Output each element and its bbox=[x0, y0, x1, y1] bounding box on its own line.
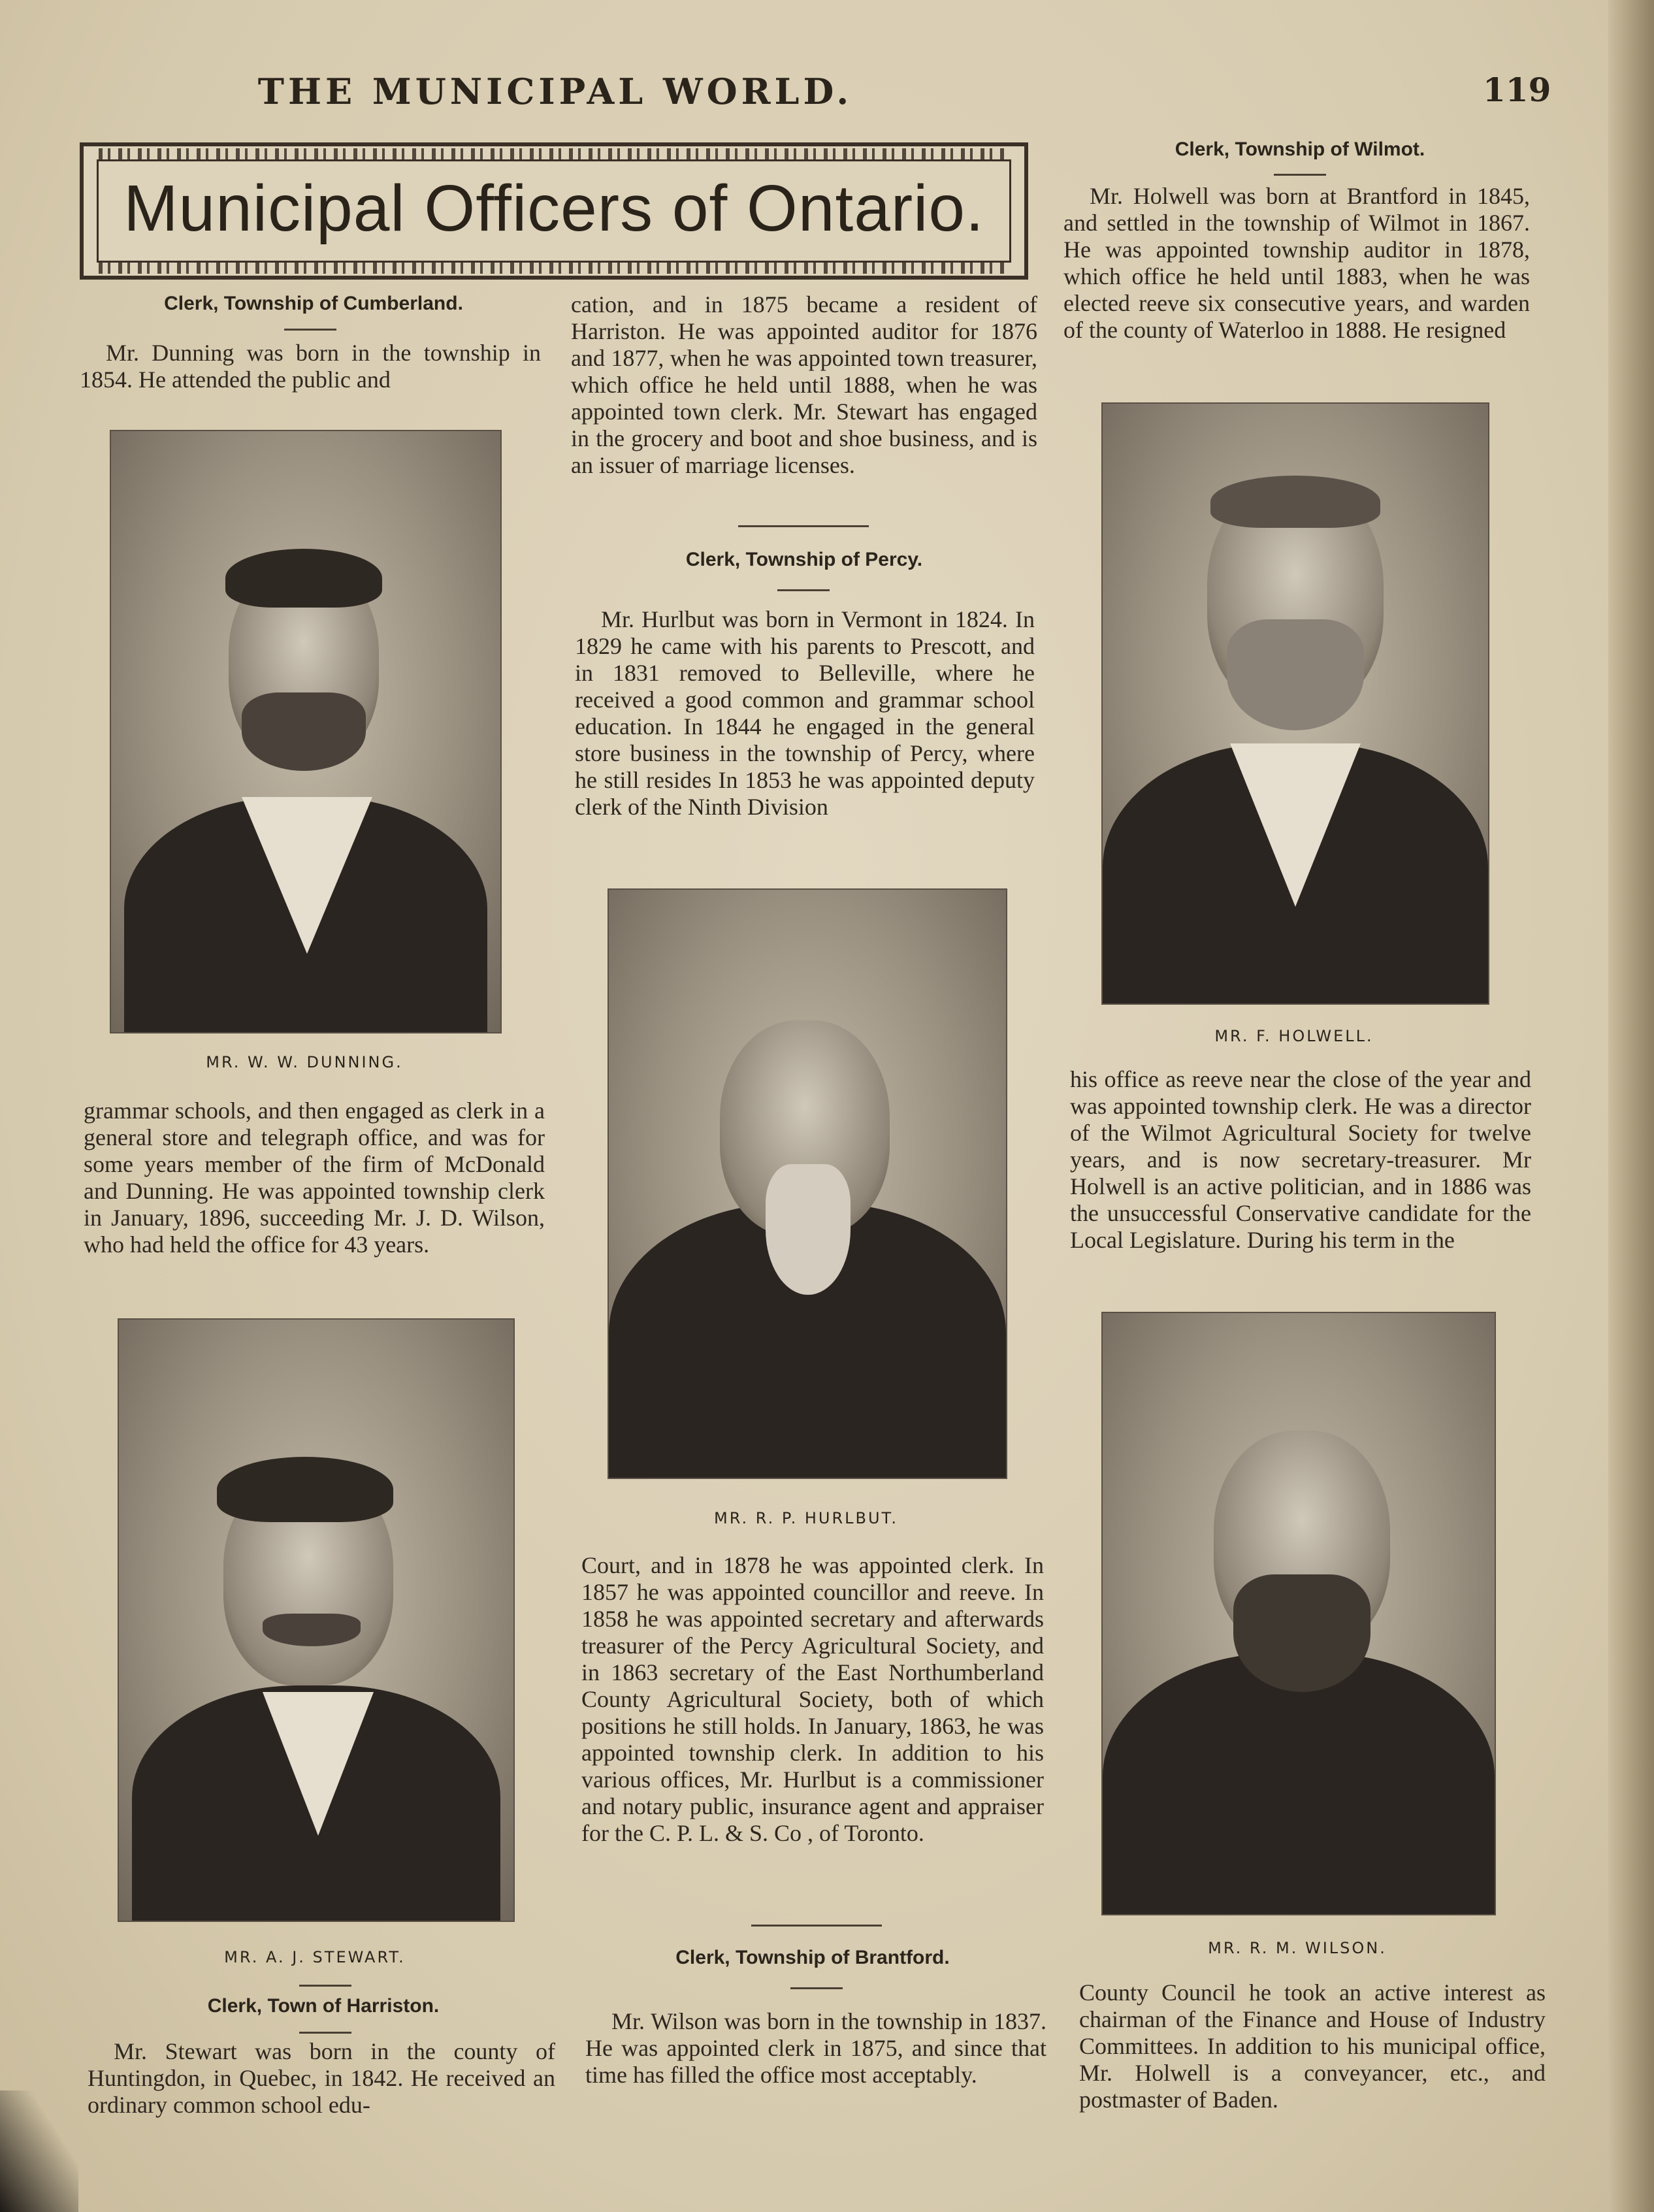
rule bbox=[284, 329, 336, 331]
caption-stewart: MR. A. J. STEWART. bbox=[224, 1948, 406, 1966]
rule bbox=[299, 2032, 351, 2034]
running-title: THE MUNICIPAL WORLD. bbox=[257, 71, 853, 112]
portrait-hair bbox=[217, 1457, 393, 1522]
paragraph-wilmot-3: County Council he took an active interest as chairman of the Finance and House of Industry Committees. In addition to his municipal office, Mr. Holwell is a conveyancer, etc., and postmaster of Baden. bbox=[1079, 1979, 1546, 2113]
paragraph-harriston-1: Mr. Stewart was born in the county of Huntingdon, in Quebec, in 1842. He received an ordinary common school edu- bbox=[88, 2038, 555, 2118]
portrait-hair bbox=[225, 549, 382, 608]
heading-percy: Clerk, Township of Percy. bbox=[685, 549, 923, 570]
portrait-dunning bbox=[110, 430, 502, 1033]
heading-cumberland: Clerk, Township of Cumberland. bbox=[164, 293, 463, 314]
paragraph-wilmot-1: Mr. Holwell was born at Brantford in 1845, and settled in the township of Wilmot in 1867. He was appointed township auditor in 1878, which office he held until 1883, when he was elected reeve six consecutive years, and warden of the county of Waterloo in 1888. He resigned bbox=[1063, 183, 1530, 343]
portrait-beard bbox=[766, 1164, 851, 1295]
paragraph-harriston-2: cation, and in 1875 became a resident of Harriston. He was appointed auditor for 1876 and 1877, when he was appointed town treasurer, which office he held until 1888, when he was appointed town clerk. Mr. Stewart has engaged in the grocery and boot and shoe business, and is an issuer of marriage licenses. bbox=[571, 291, 1037, 478]
masthead-frame bbox=[80, 142, 1028, 280]
heading-harriston: Clerk, Town of Harriston. bbox=[207, 1995, 440, 2017]
heading-brantford: Clerk, Township of Brantford. bbox=[675, 1947, 950, 1968]
rule bbox=[738, 525, 869, 527]
paragraph-percy-2: Court, and in 1878 he was appointed clerk. In 1857 he was appointed councillor and reeve. In 1858 he was appointed secretary and afterwards treasurer of the Percy Agricultural Society, and in 1863 secretary of the East Northumberland County Agricultural Society, both of which positions he still holds. In January, 1863, he was appointed township clerk. In addition to his various offices, Mr. Hurlbut is a commissioner and notary public, insurance agent and appraiser for the C. P. L. & S. Co , of Toronto. bbox=[581, 1552, 1044, 1846]
rule bbox=[299, 1985, 351, 1987]
portrait-hurlbut bbox=[608, 888, 1007, 1479]
masthead-title: Municipal Officers of Ontario. bbox=[123, 172, 984, 245]
portrait-stewart bbox=[118, 1318, 515, 1922]
heading-wilmot: Clerk, Township of Wilmot. bbox=[1175, 138, 1425, 160]
caption-dunning: MR. W. W. DUNNING. bbox=[206, 1053, 403, 1071]
paragraph-brantford-1: Mr. Wilson was born in the township in 1837. He was appointed clerk in 1875, and since that time has filled the office most acceptably. bbox=[585, 2008, 1046, 2088]
portrait-holwell bbox=[1101, 402, 1489, 1005]
caption-wilson: MR. R. M. WILSON. bbox=[1208, 1939, 1387, 1957]
portrait-coat bbox=[1103, 1653, 1495, 1915]
paragraph-percy-1: Mr. Hurlbut was born in Vermont in 1824. In 1829 he came with his parents to Prescott, and in 1831 removed to Belleville, where he received a good common and grammar school education. In 1844 he engaged in the general store business in the township of Percy, where he still resides In 1853 he was appointed deputy clerk of the Ninth Division bbox=[575, 606, 1035, 820]
greek-key-border-top bbox=[99, 148, 1009, 161]
paragraph-cumberland-1: Mr. Dunning was born in the township in 1854. He attended the public and bbox=[80, 340, 541, 393]
portrait-beard bbox=[1233, 1574, 1370, 1692]
portrait-wilson bbox=[1101, 1312, 1496, 1915]
page-number: 119 bbox=[1483, 71, 1551, 109]
portrait-beard bbox=[1227, 619, 1364, 730]
caption-hurlbut: MR. R. P. HURLBUT. bbox=[714, 1509, 898, 1527]
caption-holwell: MR. F. HOLWELL. bbox=[1214, 1027, 1374, 1045]
portrait-hair bbox=[1210, 476, 1380, 528]
page-edge bbox=[1608, 0, 1654, 2212]
portrait-moustache bbox=[263, 1614, 361, 1646]
rule bbox=[790, 1987, 843, 1989]
portrait-moustache bbox=[242, 692, 366, 771]
paragraph-cumberland-2: grammar schools, and then engaged as clerk in a general store and telegraph office, and was for some years member of the firm of McDonald and Dunning. He was appointed township clerk in January, 1896, succeeding Mr. J. D. Wilson, who had held the office for 43 years. bbox=[84, 1098, 545, 1258]
rule bbox=[1274, 174, 1326, 176]
paragraph-wilmot-2: his office as reeve near the close of the year and was appointed township clerk. He was a director of the Wilmot Agricultural Society for twelve years, and is now secretary-treasurer. Mr Holwell is an active politician, and in 1886 was the unsuccessful Conservative candidate for the Local Legislature. During his term in the bbox=[1070, 1066, 1531, 1253]
rule bbox=[751, 1925, 882, 1927]
binding-shadow bbox=[0, 2090, 78, 2212]
greek-key-border-bottom bbox=[99, 261, 1009, 274]
rule bbox=[777, 589, 830, 591]
